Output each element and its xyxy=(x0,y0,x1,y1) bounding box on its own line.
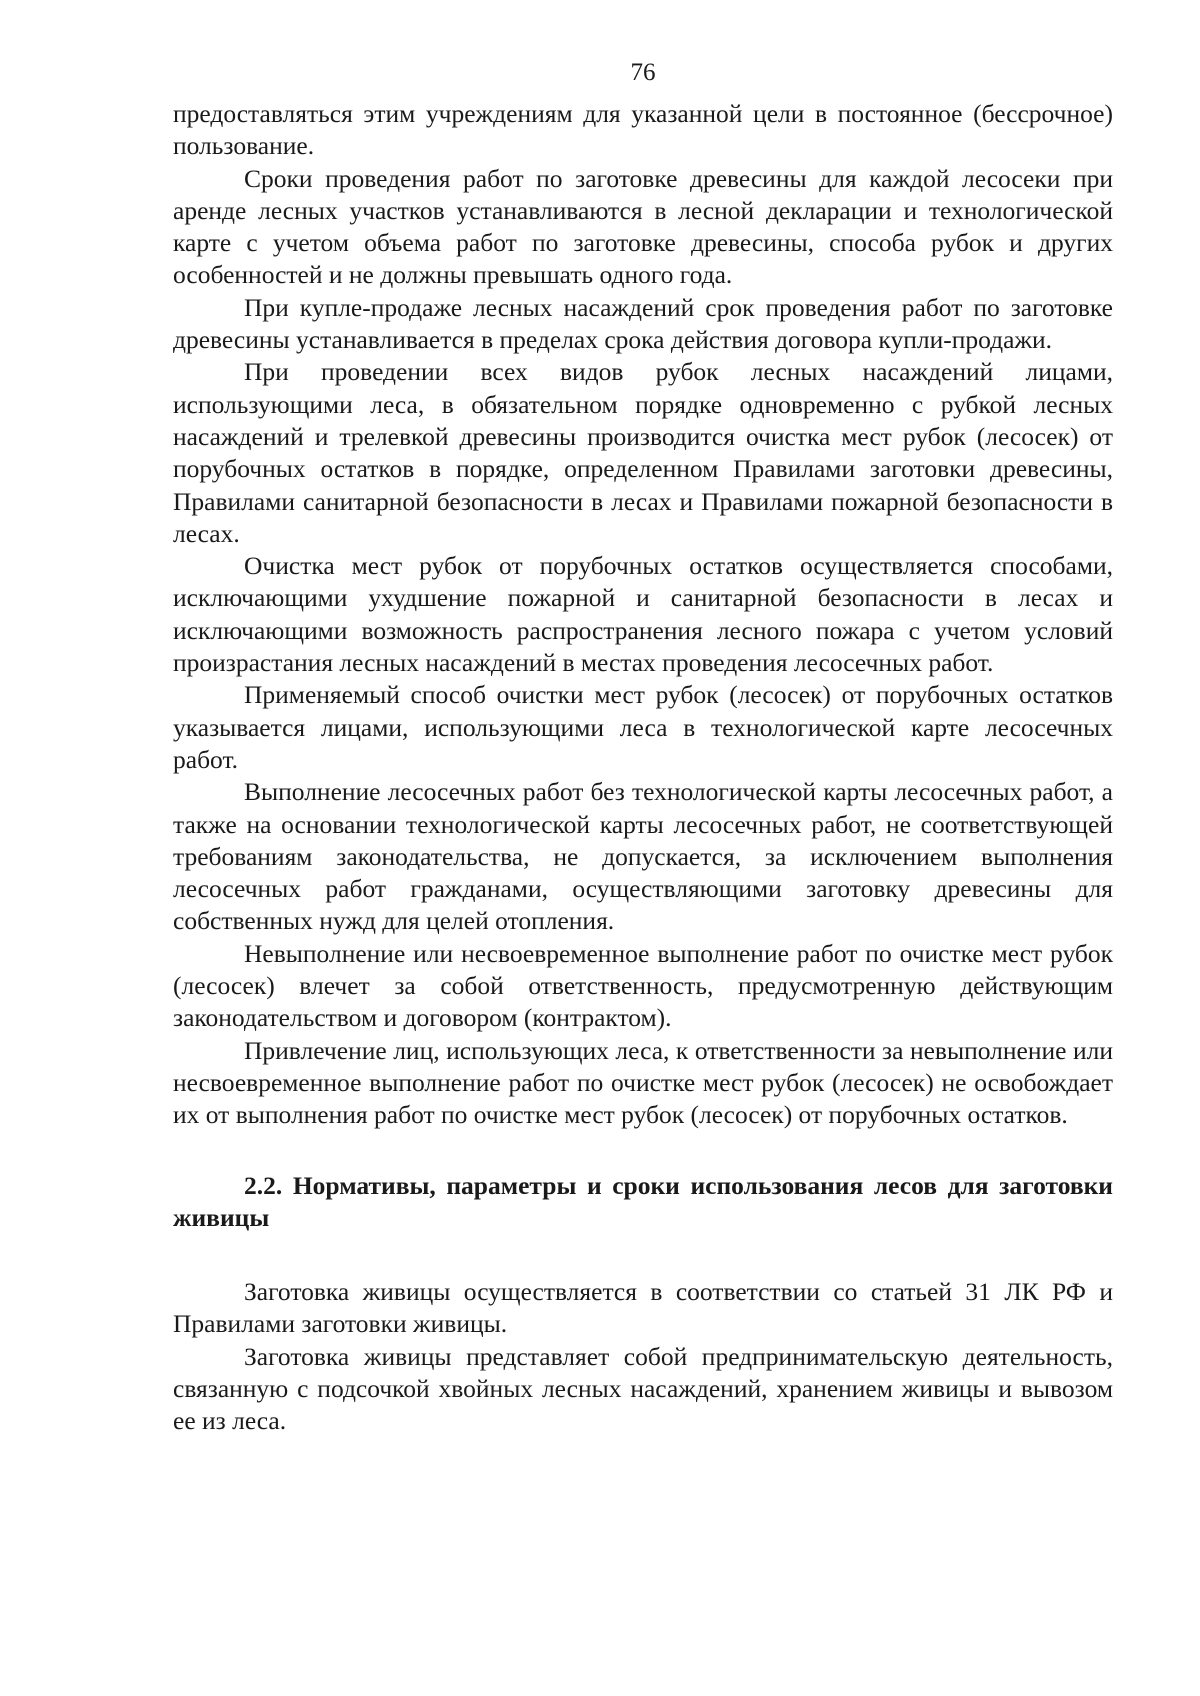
paragraph-liability-not-exempt: Привлечение лиц, использующих леса, к ответственности за невыполнение или несвоевременное выполнение работ по очистке мест рубок (лесосек) не освобождает их от выполнения работ по очистке мест рубок (лесосек) от порубочных остатков. xyxy=(173,1035,1113,1130)
paragraph-continuation: предоставляться этим учреждениям для указанной цели в постоянное (бессрочное) пользование. xyxy=(173,99,1113,161)
paragraph-resin-harvesting-basis: Заготовка живицы осуществляется в соответствии со статьей 31 ЛК РФ и Правилами заготовки живицы. xyxy=(173,1277,1113,1339)
paragraph-purchase-sale: При купле-продаже лесных насаждений срок проведения работ по заготовке древесины устанавливается в пределах срока действия договора купли-продажи. xyxy=(173,292,1113,355)
paragraph-cleaning-methods: Очистка мест рубок от порубочных остатков осуществляется способами, исключающими ухудшение пожарной и санитарной безопасности в лесах и исключающими возможность распространения лесного пожара с учетом условий произрастания лесных насаждений в местах проведения лесосечных работ. xyxy=(173,551,1113,678)
paragraph-logging-terms: Сроки проведения работ по заготовке древесины для каждой лесосеки при аренде лесных участков устанавливаются в лесной декларации и технологической карте с учетом объема работ по заготовке древесины, способа рубок и других особенностей и не должны превышать одного года. xyxy=(173,163,1113,290)
paragraph-technological-map: Выполнение лесосечных работ без технологической карты лесосечных работ, а также на основании технологической карты лесосечных работ, не соответствующей требованиям законодательства, не допускается, за исключением выполнения лесосечных работ гражданами, осуществляющими заготовку древесины для собственных нужд для целей отопления. xyxy=(173,777,1113,936)
document-page xyxy=(173,58,1113,1438)
section-heading: 2.2. Нормативы, параметры и сроки использования лесов для заготовки живицы xyxy=(173,1170,1113,1232)
paragraph-liability: Невыполнение или несвоевременное выполнение работ по очистке мест рубок (лесосек) влечет за собой ответственность, предусмотренную действующим законодательством и договором (контрактом). xyxy=(173,938,1113,1033)
paragraph-cleaning-obligation: При проведении всех видов рубок лесных насаждений лицами, использующими леса, в обязательном порядке одновременно с рубкой лесных насаждений и трелевкой древесины производится очистка мест рубок (лесосек) от порубочных остатков в порядке, определенном Правилами заготовки древесины, Правилами санитарной безопасности в лесах и Правилами пожарной безопасности в лесах. xyxy=(173,357,1113,548)
paragraph-resin-harvesting-definition: Заготовка живицы представляет собой предпринимательскую деятельность, связанную с подсочкой хвойных лесных насаждений, хранением живицы и вывозом ее из леса. xyxy=(173,1341,1113,1436)
page-number: 76 xyxy=(630,59,656,86)
paragraph-cleaning-method-specified: Применяемый способ очистки мест рубок (лесосек) от порубочных остатков указывается лицами, использующими леса в технологической карте лесосечных работ. xyxy=(173,680,1113,774)
